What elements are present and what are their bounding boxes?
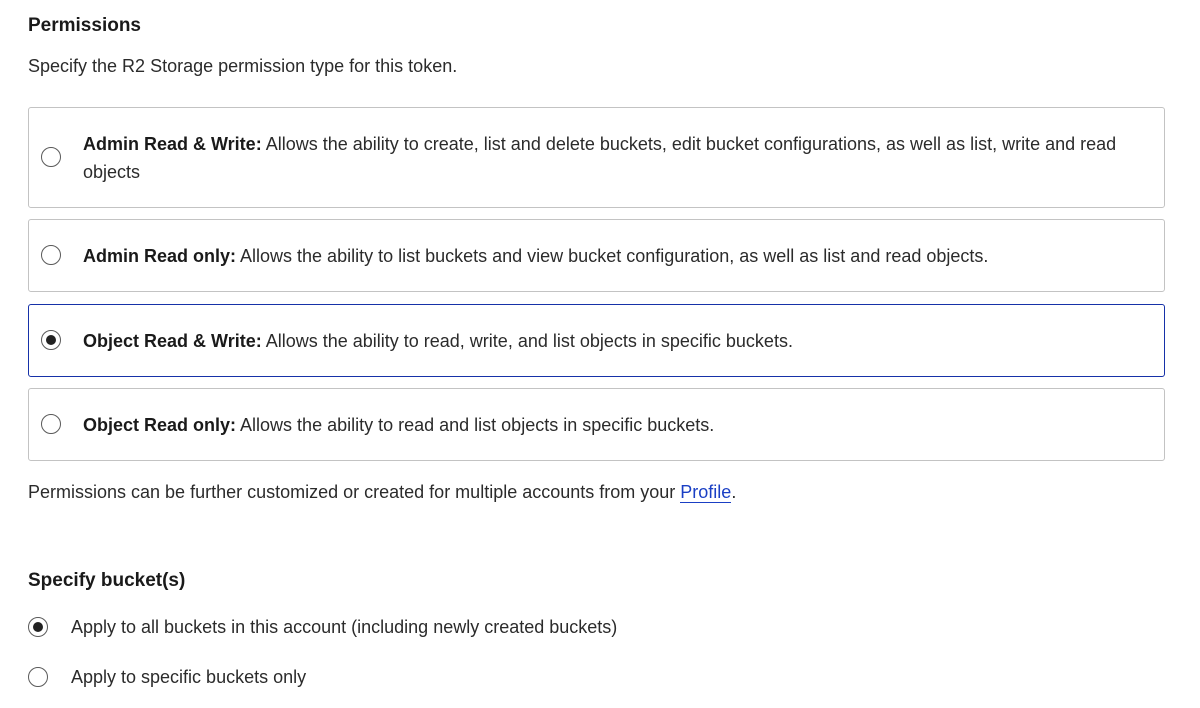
radio-object-read-write[interactable]	[41, 330, 61, 350]
radio-all-buckets[interactable]	[28, 617, 48, 637]
option-admin-read-only-desc: Allows the ability to list buckets and view bucket configuration, as well as list and read objects.	[236, 246, 989, 266]
option-admin-read-write[interactable]	[28, 107, 1165, 208]
option-object-read-write[interactable]	[28, 304, 1165, 377]
option-admin-read-write-desc: Allows the ability to create, list and delete buckets, edit bucket configurations, as well as list, write and read objects	[83, 134, 1117, 182]
profile-link[interactable]: Profile	[680, 482, 732, 502]
option-admin-read-only-title: Admin Read only:	[83, 246, 237, 266]
option-object-read-write-title: Object Read & Write:	[83, 331, 262, 351]
permissions-note-text: Permissions can be further customized or created for multiple accounts from your	[28, 482, 681, 502]
option-object-read-write-text	[83, 327, 1134, 355]
option-admin-read-write-title: Admin Read & Write:	[83, 134, 262, 154]
permissions-title: Permissions	[28, 15, 141, 36]
bucket-option-specific-label: Apply to specific buckets only	[71, 667, 307, 687]
bucket-option-all[interactable]	[28, 616, 678, 640]
option-admin-read-only[interactable]	[28, 219, 1165, 292]
radio-admin-read-only[interactable]	[41, 245, 61, 265]
option-object-read-write-desc: Allows the ability to read, write, and list objects in specific buckets.	[261, 331, 793, 351]
option-admin-read-only-text	[83, 242, 1134, 270]
permissions-note	[28, 482, 736, 503]
option-object-read-only[interactable]	[28, 388, 1165, 461]
buckets-title: Specify bucket(s)	[28, 570, 186, 591]
option-admin-read-write-text	[83, 130, 1134, 186]
bucket-option-specific[interactable]	[28, 666, 348, 690]
permissions-note-end: .	[731, 482, 737, 502]
option-object-read-only-desc: Allows the ability to read and list objects in specific buckets.	[236, 415, 715, 435]
bucket-option-all-label: Apply to all buckets in this account (including newly created buckets)	[71, 617, 618, 637]
option-object-read-only-text	[83, 411, 1134, 439]
option-object-read-only-title: Object Read only:	[83, 415, 237, 435]
radio-specific-buckets[interactable]	[28, 667, 48, 687]
radio-admin-read-write[interactable]	[41, 147, 61, 167]
radio-object-read-only[interactable]	[41, 414, 61, 434]
permissions-description: Specify the R2 Storage permission type for this token.	[28, 56, 458, 76]
